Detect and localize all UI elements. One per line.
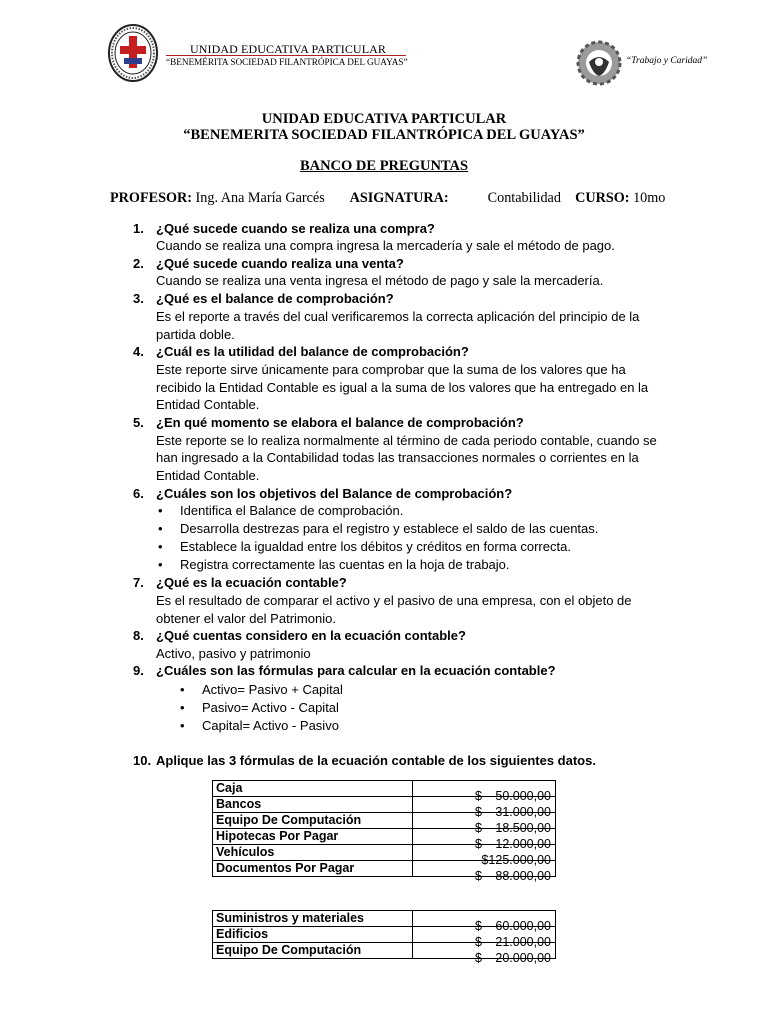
- answer-line: Este reporte sirve únicamente para comprobar que la suma de los valores que ha: [156, 362, 626, 377]
- bullet-icon: •: [180, 718, 185, 733]
- answer-line: Activo, pasivo y patrimonio: [156, 646, 311, 661]
- account-value-cell: [413, 797, 556, 819]
- doc-title-line2: “BENEMERITA SOCIEDAD FILANTRÓPICA DEL GUAYAS”: [183, 127, 585, 143]
- table-row: [213, 927, 556, 943]
- question-text: ¿En qué momento se elabora el balance de comprobación?: [156, 415, 524, 430]
- bullet-icon: •: [180, 682, 185, 697]
- accounts-table-2: [212, 910, 556, 965]
- question-text: ¿Cuáles son los objetivos del Balance de comprobación?: [156, 486, 513, 501]
- question-text: ¿Qué sucede cuando se realiza una compra?: [156, 221, 435, 236]
- question-text: ¿Qué cuentas considero en la ecuación contable?: [156, 628, 466, 643]
- answer-line: partida doble.: [156, 327, 235, 342]
- doc-title-banco: BANCO DE PREGUNTAS: [299, 158, 469, 174]
- currency-symbol: $: [475, 788, 482, 803]
- account-value-cell: [413, 813, 556, 835]
- bullet-icon: •: [158, 557, 163, 572]
- account-name: Suministros y materiales: [213, 911, 413, 927]
- question-text: ¿Cuáles son las fórmulas para calcular en la ecuación contable?: [156, 663, 556, 678]
- table-row: [213, 845, 556, 861]
- table-row: [213, 861, 556, 877]
- account-value-cell: [413, 845, 556, 867]
- question-text: ¿Cuál es la utilidad del balance de comprobación?: [156, 344, 469, 359]
- question-text: ¿Qué es el balance de comprobación?: [156, 291, 394, 306]
- currency-symbol: $: [475, 934, 482, 949]
- table-row: [213, 943, 556, 959]
- account-value: 88.000,00: [495, 868, 551, 883]
- currency-symbol: $: [475, 820, 482, 835]
- bullet-item: Capital= Activo - Pasivo: [202, 718, 339, 733]
- table-row: [213, 829, 556, 845]
- question-number: 8.: [133, 628, 144, 643]
- currency-symbol: $: [475, 836, 482, 851]
- question-number: 1.: [133, 221, 144, 236]
- account-name: Vehículos: [213, 845, 413, 861]
- account-name: Edificios: [213, 927, 413, 943]
- question-number: 10.: [133, 753, 152, 768]
- profesor-label: PROFESOR:: [110, 190, 192, 206]
- bullet-icon: •: [158, 539, 163, 554]
- bullet-item: Activo= Pasivo + Capital: [202, 682, 343, 697]
- question-number: 2.: [133, 256, 144, 271]
- account-name: Documentos Por Pagar: [213, 861, 413, 877]
- bullet-icon: •: [158, 503, 163, 518]
- answer-line: Este reporte se lo realiza normalmente al término de cada periodo contable, cuando se: [156, 433, 657, 448]
- table-row: [213, 797, 556, 813]
- question-text: ¿Qué es la ecuación contable?: [156, 575, 347, 590]
- bullet-item: Desarrolla destrezas para el registro y establece el saldo de las cuentas.: [180, 521, 599, 536]
- curso-value: 10mo: [633, 190, 666, 206]
- curso-label: CURSO:: [575, 190, 630, 206]
- account-value-cell: [413, 943, 556, 965]
- account-value: 20.000,00: [495, 950, 551, 965]
- answer-line: Cuando se realiza una venta ingresa el método de pago y sale la mercadería.: [156, 273, 604, 288]
- question-text: ¿Qué sucede cuando realiza una venta?: [156, 256, 404, 271]
- answer-line: Entidad Contable.: [156, 397, 260, 412]
- table-row: [213, 813, 556, 829]
- account-name: Equipo De Computación: [213, 813, 413, 829]
- bullet-item: Pasivo= Activo - Capital: [202, 700, 339, 715]
- account-name: Bancos: [213, 797, 413, 813]
- question-number: 7.: [133, 575, 144, 590]
- answer-line: Cuando se realiza una compra ingresa la mercadería y sale el método de pago.: [156, 238, 615, 253]
- account-value-cell: [413, 829, 556, 851]
- header-school-name: UNIDAD EDUCATIVA PARTICULAR: [190, 42, 386, 56]
- table-row: [213, 781, 556, 797]
- accounts-table-1: [212, 780, 556, 883]
- bullet-item: Registra correctamente las cuentas en la hoja de trabajo.: [180, 557, 510, 572]
- table-row: [213, 911, 556, 927]
- question-number: 9.: [133, 663, 144, 678]
- account-value-cell: [413, 911, 556, 933]
- account-value: 60.000,00: [495, 918, 551, 933]
- account-name: Equipo De Computación: [213, 943, 413, 959]
- bullet-item: Establece la igualdad entre los débitos y créditos en forma correcta.: [180, 539, 571, 554]
- question-number: 3.: [133, 291, 144, 306]
- account-value: 12.000,00: [495, 836, 551, 851]
- header-motto: “Trabajo y Caridad”: [626, 56, 708, 66]
- account-name: Caja: [213, 781, 413, 797]
- question-number: 4.: [133, 344, 144, 359]
- answer-line: han ingresado a la Contabilidad todas las transacciones normales o corrientes en la: [156, 450, 639, 465]
- question-number: 5.: [133, 415, 144, 430]
- course-info: [110, 190, 665, 207]
- answer-line: Entidad Contable.: [156, 468, 260, 483]
- account-name: Hipotecas Por Pagar: [213, 829, 413, 845]
- bullet-icon: •: [158, 521, 163, 536]
- school-seal-logo: [108, 24, 158, 82]
- question-text: Aplique las 3 fórmulas de la ecuación contable de los siguientes datos.: [156, 753, 596, 768]
- account-value: 21.000,00: [495, 934, 551, 949]
- answer-line: Es el reporte a través del cual verificaremos la correcta aplicación del principio de la: [156, 309, 640, 324]
- answer-line: obtener el valor del Patrimonio.: [156, 611, 336, 626]
- answer-line: recibido la Entidad Contable es igual a la suma de los valores que ha entregado en la: [156, 380, 649, 395]
- asignatura-value: Contabilidad: [487, 190, 561, 206]
- currency-symbol: $: [475, 918, 482, 933]
- page-header: [0, 0, 768, 100]
- question-number: 6.: [133, 486, 144, 501]
- answer-line: Es el resultado de comparar el activo y el pasivo de una empresa, con el objeto de: [156, 593, 632, 608]
- account-value: 50.000,00: [495, 788, 551, 803]
- account-value-cell: [413, 781, 556, 803]
- account-value: $125.000,00: [481, 852, 551, 867]
- profesor-value: Ing. Ana María Garcés: [195, 190, 325, 206]
- emblem-logo: [575, 40, 623, 86]
- currency-symbol: $: [475, 868, 482, 883]
- currency-symbol: $: [475, 804, 482, 819]
- bullet-icon: •: [180, 700, 185, 715]
- doc-title-line1: UNIDAD EDUCATIVA PARTICULAR: [261, 111, 507, 127]
- account-value-cell: [413, 861, 556, 883]
- currency-symbol: $: [475, 950, 482, 965]
- account-value: 31.000,00: [495, 804, 551, 819]
- header-school-subtitle: “BENEMÉRITA SOCIEDAD FILANTRÓPICA DEL GUAYAS”: [166, 57, 408, 67]
- asignatura-label: ASIGNATURA:: [349, 190, 449, 206]
- account-value: 18.500,00: [495, 820, 551, 835]
- bullet-item: Identifica el Balance de comprobación.: [180, 503, 404, 518]
- header-divider: [166, 55, 406, 56]
- account-value-cell: [413, 927, 556, 949]
